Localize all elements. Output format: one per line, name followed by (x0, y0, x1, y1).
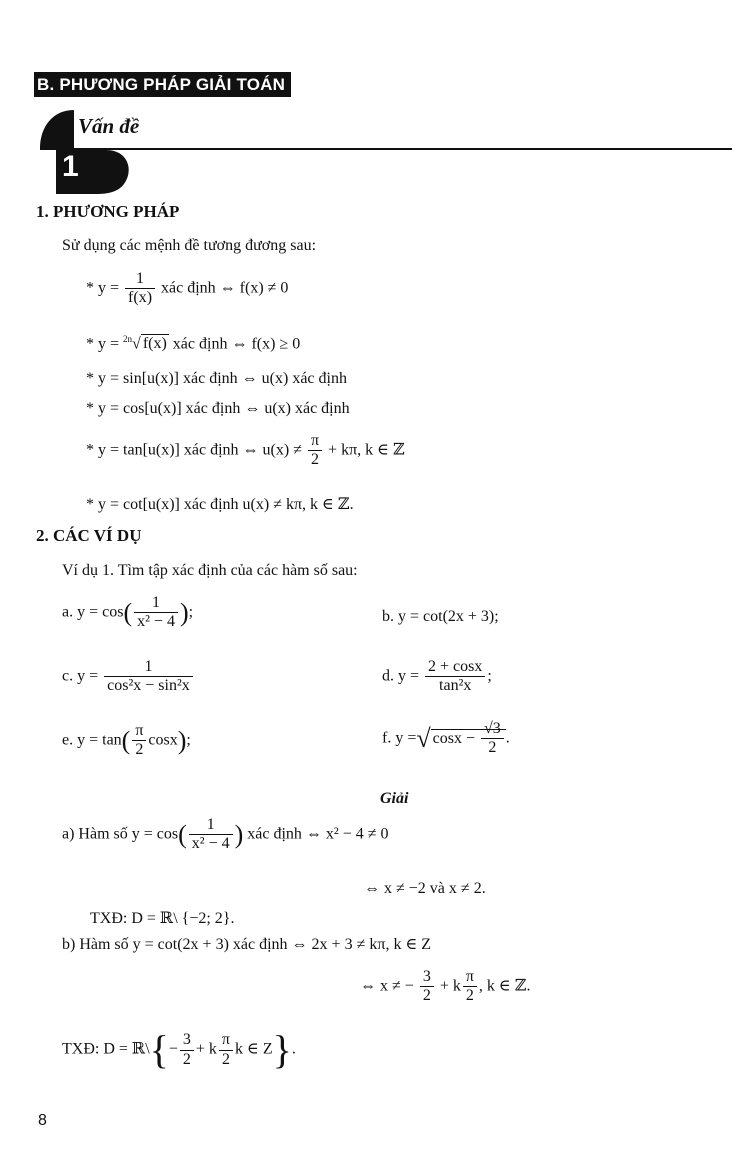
method-heading: 1. PHƯƠNG PHÁP (36, 202, 180, 221)
issue-number: 1 (62, 150, 79, 183)
method-intro: Sử dụng các mệnh đề tương đương sau: (62, 237, 317, 254)
solution-a-domain: TXĐ: D = ℝ\ {−2; 2}. (90, 910, 235, 927)
example-intro: Ví dụ 1. Tìm tập xác định của các hàm số sau: (62, 562, 358, 579)
example-c: c. y = $\frac{1}{\text{cos²x − sin²x}}$ (62, 658, 195, 696)
examples-heading: 2. CÁC VÍ DỤ (36, 526, 142, 545)
rule-5: * y = tan[u(x)] xác định ⇔ u(x) ≠ $\frac{\pi}{2}$ + kπ, k ∈ ℤ (86, 432, 405, 469)
example-a: a. y = cos( $\frac{1}{\text{x² − 4}}$ ); (62, 594, 194, 631)
example-f: f. y =√ cosx − $\frac{√3}{2}$ . (382, 720, 510, 757)
solution-a: a) Hàm số y = cos( $\frac{1}{\text{x² − 4}}$ ) xác định ⇔ x² − 4 ≠ 0 (62, 816, 389, 853)
rule-1: * y = $\frac{1}{f(x)}$ xác định ⇔ f(x) ≠ 0 (86, 270, 289, 307)
example-b: b. y = cot(2x + 3); (382, 608, 499, 625)
solution-a-line2: ⇔ x ≠ −2 và x ≠ 2. (364, 880, 486, 897)
rule-4: * y = cos[u(x)] xác định ⇔ u(x) xác định (86, 400, 350, 417)
rule-6: * y = cot[u(x)] xác định u(x) ≠ kπ, k ∈ ℤ. (86, 496, 354, 513)
issue-rule (60, 148, 732, 150)
example-d: d. y = $\frac{2 + \cos x}{\text{tan²x}}$ ; (382, 658, 492, 695)
solution-b: b) Hàm số y = cot(2x + 3) xác định ⇔ 2x + 3 ≠ kπ, k ∈ Z (62, 936, 432, 953)
example-e: e. y = tan( $\frac{\pi}{2}$ cosx); (62, 722, 191, 759)
rule-3: * y = sin[u(x)] xác định ⇔ u(x) xác định (86, 370, 347, 387)
section-title: B. PHƯƠNG PHÁP GIẢI TOÁN (34, 72, 291, 97)
rule-2: * y = $^{2n}$√ f(x) xác định ⇔ f(x) ≥ 0 (86, 334, 301, 353)
solution-b-domain: TXĐ: D = ℝ\{− $\frac{3}{2}$ + k $\frac{\pi}{2}$ k ∈ Z}. (62, 1027, 296, 1072)
solution-b-line2: ⇔ x ≠ − $\frac{3}{2}$ + k $\frac{\pi}{2}$ , k ∈ ℤ. (360, 968, 531, 1005)
solution-label: Giải (380, 790, 409, 807)
issue-label: Vấn đề (78, 114, 140, 138)
page-number: 8 (38, 1112, 47, 1129)
